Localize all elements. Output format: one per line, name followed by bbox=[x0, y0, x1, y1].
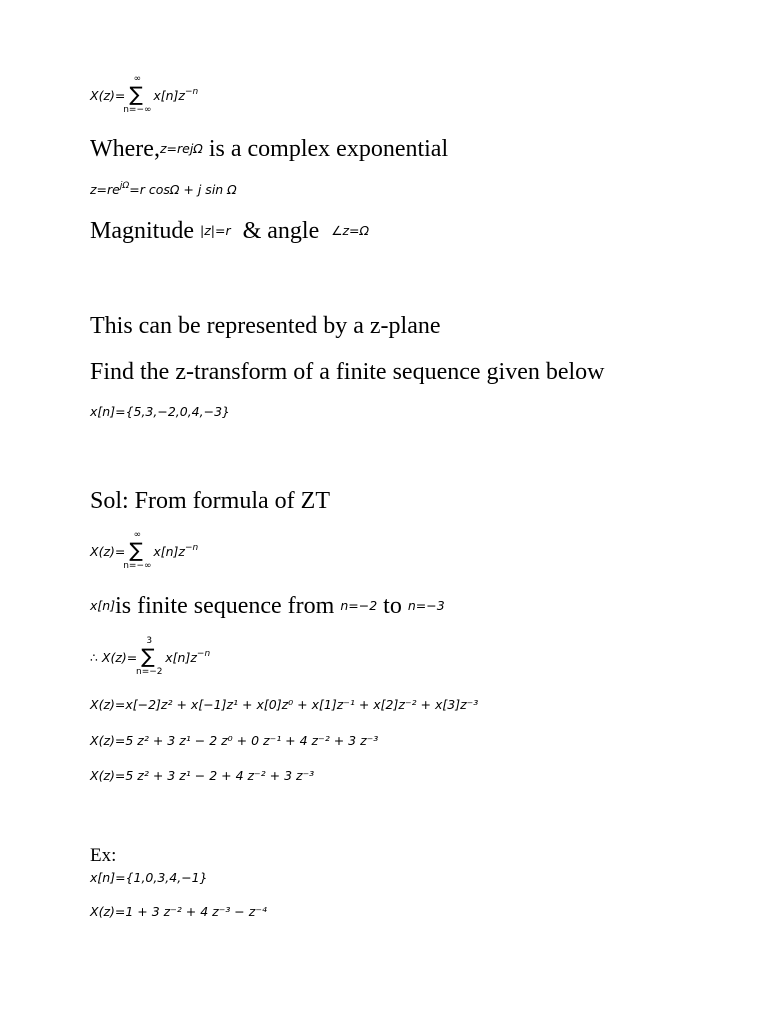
equation-expanded-terms: X(z)=x[−2]z² + x[−1]z¹ + x[0]z⁰ + x[1]z⁻¹ + x[2]z⁻² + x[3]z⁻³ bbox=[90, 697, 479, 712]
magnitude-math: |z|=r bbox=[199, 223, 231, 238]
equation-finite-sum: ∴ X(z)= 3 ∑ n=−2 $x[n]z^{-n}$ bbox=[90, 636, 211, 677]
summation-symbol: 3 ∑ n=−2 bbox=[136, 636, 163, 677]
angle-math: ∠z=Ω bbox=[331, 223, 370, 238]
equation-simplified: X(z)=5 z² + 3 z¹ − 2 + 4 z⁻² + 3 z⁻³ bbox=[90, 768, 315, 783]
where-math: z=re bbox=[159, 141, 190, 156]
finite-sequence-line: x[n]is finite sequence from n=−2 to n=−3 bbox=[90, 593, 445, 619]
find-text: Find the z-transform of a finite sequence given below bbox=[90, 359, 605, 385]
example-label: Ex: bbox=[90, 845, 117, 866]
sequence-2: x[n]={1,0,3,4,−1} bbox=[90, 870, 208, 885]
equation-euler-form: $z=re^{j\Omega}=r$ cosΩ + j sin Ω bbox=[90, 181, 237, 197]
equation-example-result: X(z)=1 + 3 z⁻² + 4 z⁻³ − z⁻⁴ bbox=[90, 904, 267, 919]
equation-ztransform-definition-2: X(z)= ∞ ∑ n=−∞ $x[n]z^{-n}$ bbox=[90, 530, 199, 571]
zplane-text: This can be represented by a z-plane bbox=[90, 313, 441, 339]
summation-symbol: ∞ ∑ n=−∞ bbox=[123, 74, 152, 115]
eq1-rhs: x[n]z bbox=[153, 88, 185, 103]
equation-ztransform-definition: X(z)= ∞ ∑ n=−∞ $x[n]z^{-n}$ bbox=[90, 74, 199, 115]
sequence-1: x[n]={5,3,−2,0,4,−3} bbox=[90, 404, 230, 419]
magnitude-angle-line: Magnitude |z|=r & angle ∠z=Ω bbox=[90, 218, 370, 244]
equation-substituted-values: X(z)=5 z² + 3 z¹ − 2 z⁰ + 0 z⁻¹ + 4 z⁻² + 3 z⁻³ bbox=[90, 733, 379, 748]
solution-heading: Sol: From formula of ZT bbox=[90, 488, 330, 514]
where-line: $Where,z=re^{j\Omega}$ is a complex exponential bbox=[90, 136, 449, 162]
eq1-lhs: X(z)= bbox=[90, 88, 126, 103]
summation-symbol: ∞ ∑ n=−∞ bbox=[123, 530, 152, 571]
